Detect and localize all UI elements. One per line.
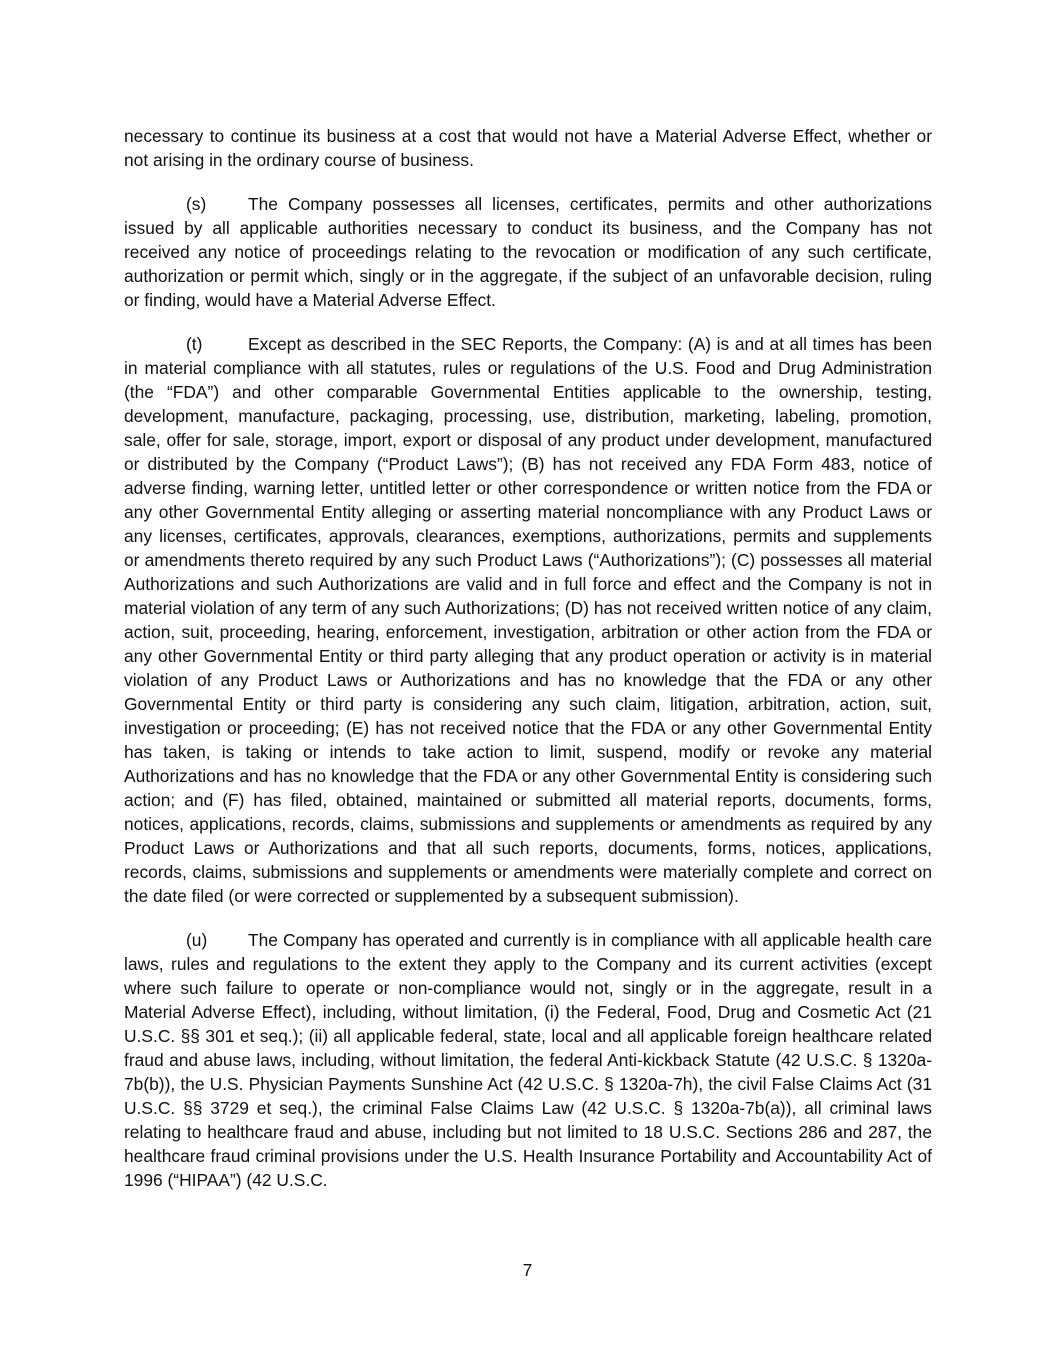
- section-t-text: Except as described in the SEC Reports, the Company: (A) is and at all times has been in material compliance with all statutes, rules or regulations of the U.S. Food and Drug Administration (the “FDA”) and other comparable Governmental Entities applicable to the ownership, testing, development, manufacture, packaging, processing, use, distribution, marketing, labeling, promotion, sale, offer for sale, storage, import, export or disposal of any product under development, manufactured or distributed by the Company (“Product Laws”); (B) has not received any FDA Form 483, notice of adverse finding, warning letter, untitled letter or other correspondence or written notice from the FDA or any other Governmental Entity alleging or asserting material noncompliance with any Product Laws or any licenses, certificates, approvals, clearances, exemptions, authorizations, permits and supplements or amendments thereto required by any such Product Laws (“Authorizations”); (C) possesses all material Authorizations and such Authorizations are valid and in full force and effect and the Company is not in material violation of any term of any such Authorizations; (D) has not received written notice of any claim, action, suit, proceeding, hearing, enforcement, investigation, arbitration or other action from the FDA or any other Governmental Entity or third party alleging that any product operation or activity is in material violation of any Product Laws or Authorizations and has no knowledge that the FDA or any other Governmental Entity or third party is considering any such claim, litigation, arbitration, action, suit, investigation or proceeding; (E) has not received notice that the FDA or any other Governmental Entity has taken, is taking or intends to take action to limit, suspend, modify or revoke any material Authorizations and has no knowledge that the FDA or any other Governmental Entity is considering such action; and (F) has filed, obtained, maintained or submitted all material reports, documents, forms, notices, applications, records, claims, submissions and supplements or amendments as required by any Product Laws or Authorizations and that all such reports, documents, forms, notices, applications, records, claims, submissions and supplements or amendments were materially complete and correct on the date filed (or were corrected or supplemented by a subsequent submission).: [124, 334, 932, 906]
- section-s-label: (s): [186, 194, 207, 214]
- section-t-label: (t): [186, 334, 203, 354]
- section-u-paragraph: [124, 928, 932, 1192]
- section-s-paragraph: [124, 192, 932, 312]
- section-u-label: (u): [186, 930, 208, 950]
- document-page: [124, 124, 932, 1212]
- section-u-text: The Company has operated and currently is in compliance with all applicable health care laws, rules and regulations to the extent they apply to the Company and its current activities (except where such failure to operate or non-compliance would not, singly or in the aggregate, result in a Material Adverse Effect), including, without limitation, (i) the Federal, Food, Drug and Cosmetic Act (21 U.S.C. §§ 301 et seq.); (ii) all applicable federal, state, local and all applicable foreign healthcare related fraud and abuse laws, including, without limitation, the federal Anti-kickback Statute (42 U.S.C. § 1320a-7b(b)), the U.S. Physician Payments Sunshine Act (42 U.S.C. § 1320a-7h), the civil False Claims Act (31 U.S.C. §§ 3729 et seq.), the criminal False Claims Law (42 U.S.C. § 1320a-7b(a)), all criminal laws relating to healthcare fraud and abuse, including but not limited to 18 U.S.C. Sections 286 and 287, the healthcare fraud criminal provisions under the U.S. Health Insurance Portability and Accountability Act of 1996 (“HIPAA”) (42 U.S.C.: [124, 930, 932, 1190]
- continuation-paragraph: necessary to continue its business at a cost that would not have a Material Adverse Effect, whether or not arising in the ordinary course of business.: [124, 126, 932, 170]
- section-t-paragraph: [124, 332, 932, 908]
- section-s-text: The Company possesses all licenses, certificates, permits and other authorizations issued by all applicable authorities necessary to conduct its business, and the Company has not received any notice of proceedings relating to the revocation or modification of any such certificate, authorization or permit which, singly or in the aggregate, if the subject of an unfavorable decision, ruling or finding, would have a Material Adverse Effect.: [124, 194, 932, 310]
- page-number: 7: [522, 1260, 533, 1280]
